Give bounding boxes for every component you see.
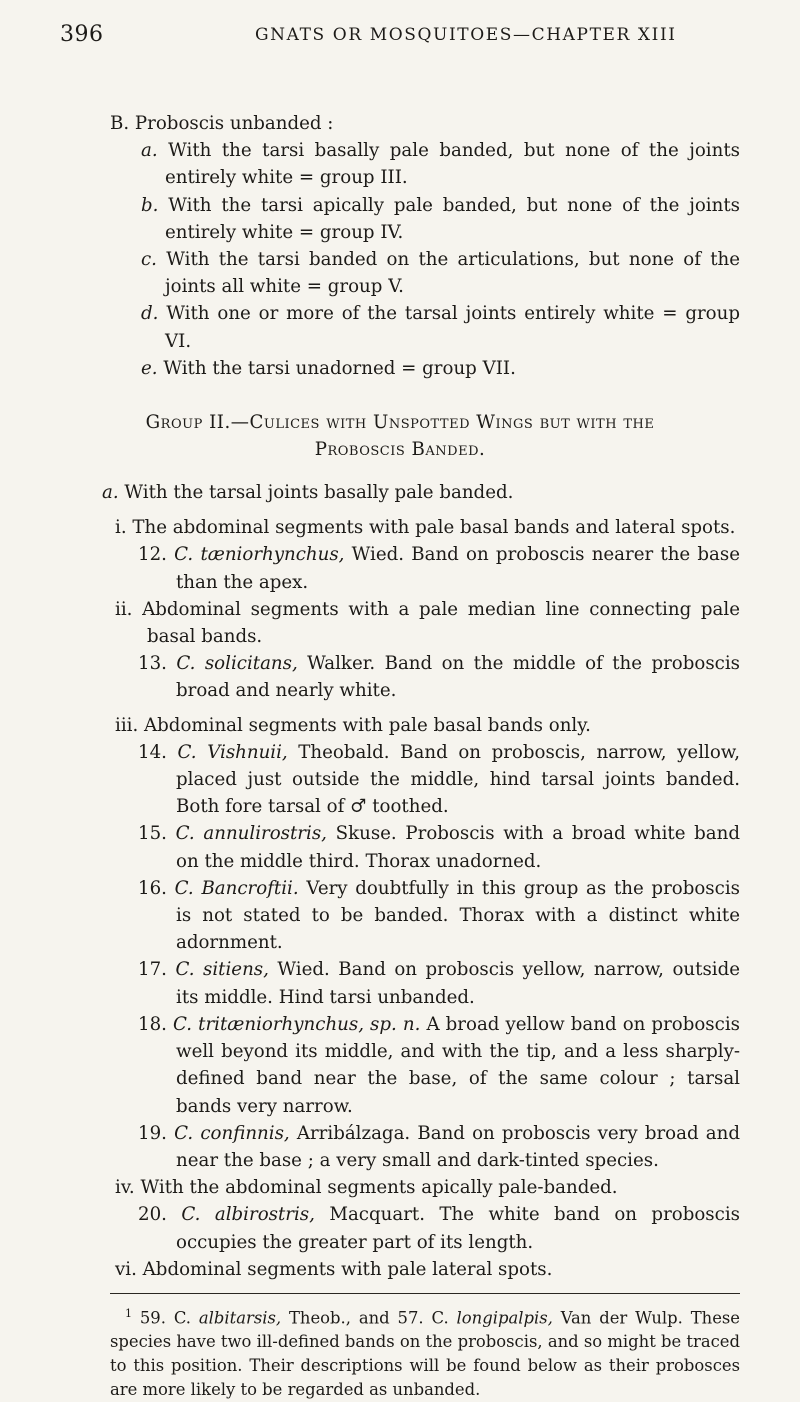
section-b-item-b	[60, 192, 740, 246]
page-header	[60, 22, 740, 56]
division-iv	[60, 1174, 740, 1201]
running-head: GNATS OR MOSQUITOES—CHAPTER XIII	[255, 25, 677, 45]
division-text: Abdominal segments with pale lateral spots.	[142, 1258, 553, 1280]
item-letter: b.	[141, 194, 159, 216]
species-number: 12.	[138, 544, 167, 566]
division-text: The abdominal segments with pale basal bands and lateral spots.	[132, 517, 736, 539]
species-number: 20.	[138, 1204, 167, 1226]
item-letter: e.	[141, 357, 158, 379]
item-text: With the tarsi basally pale banded, but none of the joints entirely white = group III.	[165, 140, 740, 189]
species-description: A broad yellow band on proboscis well beyond its middle, and with the tip, and a less sharply-defined band near the base, of the same colour ; tarsal bands very narrow.	[176, 1013, 740, 1117]
item-letter: d.	[141, 303, 159, 325]
subsection-a	[60, 479, 740, 506]
genus-name: C.	[175, 959, 195, 981]
item-text: With one or more of the tarsal joints entirely white = group VI.	[165, 303, 740, 352]
item-text: With the tarsi apically pale banded, but none of the joints entirely white = group IV.	[165, 194, 740, 243]
item-text: With the tarsal joints basally pale banded.	[124, 482, 514, 504]
species-entry-13	[60, 650, 740, 704]
species-number: 16.	[138, 877, 167, 899]
species-name: tritæniorhynchus, sp. n.	[198, 1013, 421, 1035]
genus-name: C.	[181, 1204, 201, 1226]
item-letter: a.	[141, 140, 158, 162]
section-b-title: B. Proboscis unbanded :	[110, 113, 334, 134]
group-heading-line1: Group II.—Culices with Unspotted Wings but with the	[145, 412, 655, 434]
section-b-item-e	[60, 355, 740, 382]
genus-name: C.	[174, 544, 194, 566]
section-b-item-c	[60, 246, 740, 300]
division-text: Abdominal segments with a pale median line connecting pale basal bands.	[142, 598, 740, 648]
species-entry-14	[60, 739, 740, 821]
species-name: solicitans,	[204, 653, 298, 675]
species-name: annulirostris,	[203, 823, 327, 845]
item-letter: a.	[102, 482, 119, 504]
species-name: confinnis,	[200, 1122, 290, 1144]
item-letter: c.	[141, 249, 157, 271]
division-number: iv.	[115, 1177, 135, 1199]
division-i	[60, 514, 740, 541]
species-number: 18.	[138, 1013, 167, 1035]
species-description: Walker. Band on the middle of the proboscis broad and nearly white.	[176, 653, 740, 702]
item-text: With the tarsi banded on the articulations, but none of the joints all white = group V.	[165, 249, 740, 298]
footnote-text: 59. C.	[132, 1308, 199, 1328]
division-number: i.	[115, 517, 127, 539]
species-entry-19	[60, 1120, 740, 1174]
species-entry-15	[60, 820, 740, 874]
genus-name: C.	[173, 1013, 193, 1035]
division-number: vi.	[115, 1258, 137, 1280]
species-number: 14.	[138, 741, 167, 763]
genus-name: C.	[177, 741, 197, 763]
footnote	[60, 1302, 740, 1402]
footnote-species: longipalpis,	[456, 1308, 553, 1328]
footnote-rule	[110, 1293, 740, 1294]
division-ii	[60, 596, 740, 650]
division-vi	[60, 1256, 740, 1283]
genus-name: C.	[176, 653, 196, 675]
species-name: Bancroftii.	[201, 877, 299, 899]
species-description: Theobald. Band on proboscis, narrow, yellow, placed just outside the middle, hind tarsal joints banded. Both fore tarsal of ♂ toothed.	[176, 741, 740, 818]
species-description: Macquart. The white band on proboscis occupies the greater part of its length.	[176, 1204, 740, 1253]
species-description: Wied. Band on proboscis nearer the base than the apex.	[176, 544, 740, 593]
species-entry-17	[60, 956, 740, 1010]
division-number: iii.	[115, 714, 139, 736]
footnote-mark: 1	[125, 1306, 132, 1320]
species-description: Arribálzaga. Band on proboscis very broad and near the base ; a very small and dark-tinted species.	[176, 1122, 740, 1171]
species-name: sitiens,	[203, 959, 269, 981]
section-b-item-a	[60, 137, 740, 191]
species-entry-12	[60, 541, 740, 595]
footnote-species: albitarsis,	[198, 1308, 282, 1328]
species-number: 13.	[138, 653, 167, 675]
species-number: 19.	[138, 1122, 167, 1144]
genus-name: C.	[174, 1122, 194, 1144]
species-description: Very doubtfully in this group as the proboscis is not stated to be banded. Thorax with a distinct white adornment.	[176, 877, 740, 954]
division-number: ii.	[115, 598, 133, 620]
species-description: Wied. Band on proboscis yellow, narrow, outside its middle. Hind tarsi unbanded.	[176, 959, 740, 1008]
species-description: Skuse. Proboscis with a broad white band on the middle third. Thorax unadorned.	[176, 823, 740, 872]
species-entry-20	[60, 1201, 740, 1255]
species-name: albirostris,	[214, 1204, 315, 1226]
item-text: With the tarsi unadorned = group VII.	[163, 357, 516, 379]
species-entry-18	[60, 1011, 740, 1120]
group-heading-line2: Proboscis Banded.	[314, 439, 486, 461]
species-number: 17.	[138, 959, 167, 981]
footnote-text: Van der Wulp. These species have two ill-defined bands on the proboscis, and so might be traced to this position. Their descriptions will be found below as their probosces are more likely to be regarded as unbanded.	[110, 1308, 741, 1400]
footnote-text: Theob., and 57. C.	[281, 1308, 457, 1328]
genus-name: C.	[174, 877, 194, 899]
division-iii	[60, 712, 740, 739]
genus-name: C.	[175, 823, 195, 845]
species-number: 15.	[138, 823, 167, 845]
division-text: Abdominal segments with pale basal bands only.	[144, 714, 591, 736]
page-number: 396	[60, 22, 104, 47]
division-text: With the abdominal segments apically pale-banded.	[140, 1177, 618, 1199]
species-name: Vishnuii,	[207, 741, 288, 763]
section-b-item-d	[60, 300, 740, 354]
species-name: tæniorhynchus,	[200, 544, 345, 566]
page-body	[60, 110, 740, 1402]
group-heading	[60, 409, 740, 463]
species-entry-16	[60, 875, 740, 957]
